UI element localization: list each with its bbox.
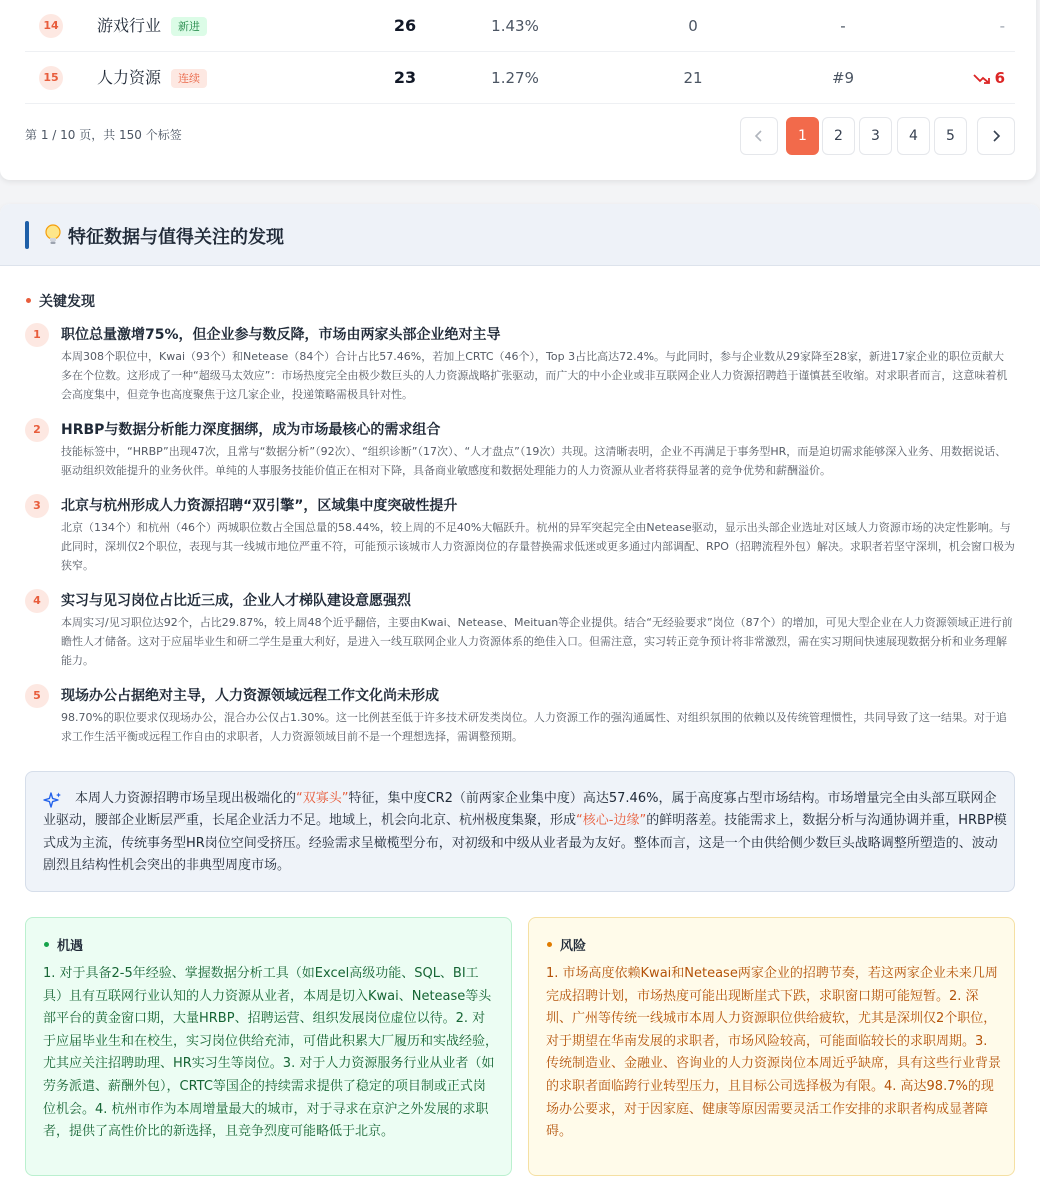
finding-body: 北京（134个）和杭州（46个）两城职位数占全国总量的58.44%，较上周的不足40%大幅跃升。杭州的异军突起完全由Netease驱动，显示出头部企业选址对区域人力资源市场的决定性影响。与此同时，深圳仅2个职位，表现与其一线城市地位严重不符，可能预示该城市人力资源岗位的存量替换需求低迷或更多通过内部调配、RPO（招聘流程外包）解决。求职者若坚守深圳，机会窗口极为狭窄。: [61, 521, 1015, 572]
rank-change: [945, 52, 1005, 104]
findings-card: [0, 204, 1040, 1200]
job-count: 23: [393, 68, 417, 87]
share-percent: 1.27%: [491, 69, 539, 87]
opportunity-box: [25, 917, 512, 1176]
summary-part: 本周人力资源招聘市场呈现出极端化的: [75, 791, 297, 806]
risk-title: 风险: [560, 939, 587, 954]
chevron-left-icon: [752, 129, 766, 143]
finding-body: 本周308个职位中，Kwai（93个）和Netease（84个）合计占比57.46%，若加上CRTC（46个），Top 3占比高达72.4%。与此同时，参与企业数从29家降至28家，新进17家企业的职位贡献大多在个位数。这形成了一种“超级马太效应”：市场热度完全由极少数巨头的人力资源战略扩张驱动，而广大的中小企业或非互联网企业人力资源招聘趋于谨慎甚至收缩。对求职者而言，这意味着机会高度集中，但竞争也高度聚焦于这几家企业，投递策略需极具针对性。: [61, 350, 1008, 401]
previous-rank: -: [840, 17, 846, 35]
previous-count: 21: [683, 69, 703, 87]
summary-part: 特征，集中度CR2（前两家企业集中度）高达57.46%，属于高度寡占型市场结构。市场增量完全由头部互联网企业驱动，腰部企业断层严重，长尾企业活力不足。地域上，机会向北京、杭州极度集聚，形成: [43, 791, 997, 829]
finding-number: 1: [25, 323, 49, 347]
status-badge: 连续: [171, 69, 207, 88]
finding-number: 4: [25, 589, 49, 613]
prev-page-button[interactable]: [740, 117, 778, 155]
opportunity-title: 机遇: [57, 939, 84, 954]
summary-highlight: “双寡头”: [296, 791, 349, 806]
finding-number: 2: [25, 418, 49, 442]
rank-badge: 15: [39, 66, 63, 90]
section-title: 特征数据与值得关注的发现: [68, 227, 284, 248]
chevron-right-icon: [989, 129, 1003, 143]
finding-title: 北京与杭州形成人力资源招聘“双引擎”，区域集中度突破性提升: [61, 498, 458, 514]
table-row[interactable]: [25, 52, 1015, 104]
share-percent: 1.43%: [491, 17, 539, 35]
summary-highlight: “核心-边缘”: [576, 813, 647, 829]
previous-rank: #9: [831, 69, 855, 87]
page-button-5[interactable]: 5: [934, 117, 967, 155]
lightbulb-icon: [42, 223, 64, 247]
finding-body: 本周实习/见习职位达92个，占比29.87%，较上周48个近乎翻倍，主要由Kwai、Netease、Meituan等企业提供。结合“无经验要求”岗位（87个）的增加，可见大型企业在人力资源领域正进行前瞻性人才储备。这对于应届毕业生和研二学生是重大利好，是进入一线互联网企业人力资源体系的绝佳入口。但需注意，实习转正竞争预计将非常激烈，需在实习期间快速展现数据分析和业务理解能力。: [61, 616, 1013, 667]
page-button-3[interactable]: 3: [859, 117, 892, 155]
finding-title: 职位总量激增75%，但企业参与数反降，市场由两家头部企业绝对主导: [61, 327, 501, 343]
rank-change-value: 6: [994, 69, 1005, 87]
page-button-4[interactable]: 4: [897, 117, 930, 155]
section-header: [0, 204, 1040, 266]
risk-body: 1. 市场高度依赖Kwai和Netease两家企业的招聘节奏，若这两家企业未来几周完成招聘计划，市场热度可能出现断崖式下跌，求职窗口期可能短暂。2. 深圳、广州等传统一线城市本周人力资源职位供给疲软，尤其是深圳仅2个职位，对于期望在华南发展的求职者，市场风险较高，可能面临较长的求职周期。3. 传统制造业、金融业、咨询业的人力资源岗位本周近乎缺席，具有这些行业背景的求职者面临跨行业转型压力，且目标公司选择极为有限。4. 高达98.7%的现场办公要求，对于因家庭、健康等原因需要灵活工作安排的求职者构成显著障碍。: [546, 966, 1002, 1140]
opportunity-body: 1. 对于具备2-5年经验、掌握数据分析工具（如Excel高级功能、SQL、BI工具）且有互联网行业认知的人力资源从业者，本周是切入Kwai、Netease等头部平台的黄金窗口期，大量HRBP、招聘运营、组织发展岗位虚位以待。2. 对于应届毕业生和在校生，实习岗位供给充沛，可借此积累大厂履历和实战经验，尤其应关注招聘助理、HR实习生等岗位。3. 对于人力资源服务行业从业者（如劳务派遣、薪酬外包），CRTC等国企的持续需求提供了稳定的项目制或正式岗位机会。4. 杭州市作为本周增量最大的城市，对于寻求在京沪之外发展的求职者，提供了高性价比的新选择，且竞争烈度可能略低于北京。: [43, 966, 499, 1140]
bullet-dot: [26, 298, 31, 303]
rank-change: -: [999, 17, 1005, 35]
previous-count: 0: [688, 17, 698, 35]
finding-title: HRBP与数据分析能力深度捆绑，成为市场最核心的需求组合: [61, 422, 441, 438]
risk-box: [528, 917, 1015, 1176]
next-page-button[interactable]: [977, 117, 1015, 155]
page-button-1[interactable]: 1: [786, 117, 819, 155]
trend-down-icon: [973, 73, 991, 85]
finding-number: 3: [25, 494, 49, 518]
pagination-info: 第 1 / 10 页，共 150 个标签: [25, 128, 182, 142]
table-row[interactable]: [25, 0, 1015, 52]
bullet-dot: [44, 942, 49, 947]
tag-ranking-card: [0, 0, 1036, 180]
section-accent-bar: [25, 221, 29, 249]
bullet-dot: [547, 942, 552, 947]
tag-name: 人力资源: [97, 68, 162, 87]
page-button-2[interactable]: 2: [822, 117, 855, 155]
summary-part: 的鲜明落差。技能需求上，数据分析与沟通协调并重，HRBP模式成为主流，传统事务型HR岗位空间受挤压。经验需求呈橄榄型分布，对初级和中级从业者最为友好。整体而言，这是一个由供给侧少数巨头战略调整所塑造的、波动剧烈且结构性机会突出的非典型周度市场。: [43, 813, 1007, 873]
summary-text: [43, 788, 1007, 877]
finding-number: 5: [25, 684, 49, 708]
summary-box: [25, 771, 1015, 892]
rank-badge: 14: [39, 14, 63, 38]
finding-body: 技能标签中，“HRBP”出现47次，且常与“数据分析”（92次）、“组织诊断”（17次）、“人才盘点”（19次）共现。这清晰表明，企业不再满足于事务型HR，而是迫切需求能够深入业务、用数据说话、驱动组织效能提升的业务伙伴。单纯的人事服务技能价值正在相对下降，具备商业敏感度和数据处理能力的人力资源从业者将获得显著的竞争优势和薪酬溢价。: [61, 445, 1007, 477]
finding-body: 98.70%的职位要求仅现场办公，混合办公仅占1.30%。这一比例甚至低于许多技术研发类岗位。人力资源工作的强沟通属性、对组织氛围的依赖以及传统管理惯性，共同导致了这一结果。对于追求工作生活平衡或远程工作自由的求职者，人力资源领域目前不是一个理想选择，需调整预期。: [61, 711, 1007, 743]
job-count: 26: [393, 16, 417, 35]
finding-title: 实习与见习岗位占比近三成，企业人才梯队建设意愿强烈: [61, 593, 411, 609]
status-badge: 新进: [171, 17, 207, 36]
key-findings-heading: 关键发现: [39, 294, 95, 310]
finding-title: 现场办公占据绝对主导，人力资源领域远程工作文化尚未形成: [61, 688, 439, 704]
tag-name: 游戏行业: [97, 16, 162, 35]
